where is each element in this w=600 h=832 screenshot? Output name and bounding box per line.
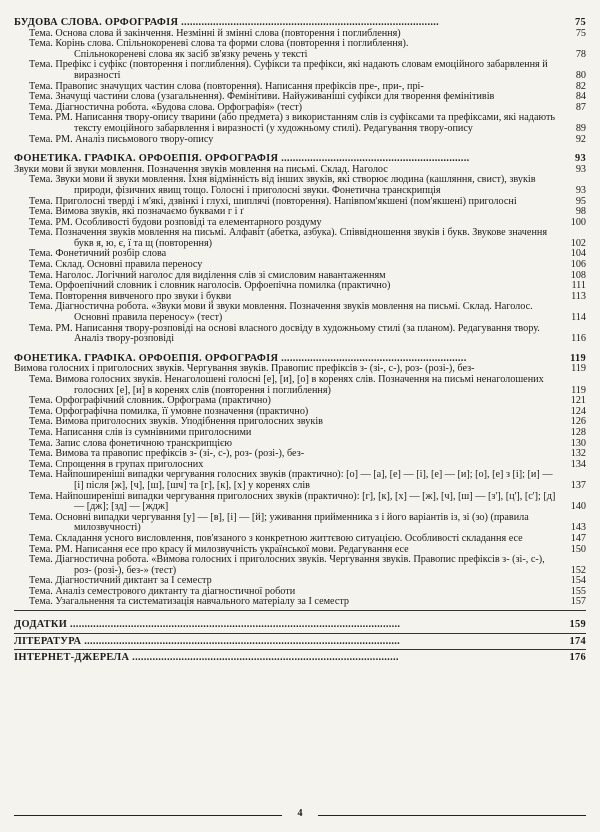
entry-title: Корінь слова. Спільнокореневі слова та форми слова (повторення і поглиблення). bbox=[55, 38, 409, 50]
entry-page-number: 140 bbox=[570, 501, 586, 513]
entry-title: Приголосні тверді і м'які, дзвінкі і глухі, шиплячі (повторення). Напівпом'якшені (пом'якшені) приголосні bbox=[55, 195, 517, 207]
entry-title: Найпоширеніші випадки чергування голосних звуків (практично): [о] — [а], [е] — [і], [е] — [и]; [о], [е] з [і]; [и] — [і] після [ж], [ч], [ш], [шч] та [г], [к], [х] у коренях слів bbox=[55, 469, 553, 491]
entry-title: РМ. Особливості будови розповіді та елементарного роздуму bbox=[55, 216, 322, 228]
entry-page-number: 80 bbox=[575, 69, 586, 81]
entry-label: Тема. bbox=[29, 174, 53, 186]
entry-label: Тема. bbox=[29, 458, 53, 470]
table-of-contents bbox=[14, 18, 586, 664]
entry-title: Вимова голосних і приголосних звуків. Чергування звуків. Правопис префіксів з- (зі-, с-), роз- (розі-), без- bbox=[14, 363, 475, 375]
entry-title: Правопис значущих частин слова (повторення). Написання префіксів пре-, при-, прі- bbox=[55, 80, 424, 92]
toc-entry[interactable] bbox=[14, 470, 586, 491]
entry-label: Тема. bbox=[29, 27, 53, 39]
entry-page-number: 150 bbox=[570, 543, 586, 555]
entry-title: РМ. Написання твору-розповіді на основі власного досвіду в художньому стилі (за планом). Редагування твору. Аналіз твору-розповіді bbox=[55, 322, 540, 345]
entry-title: Звуки мови й звуки мовлення. Їхня відмінність від інших звуків, які створює людина (кашляння, свист), звуків природи, фізичних явищ тощо. Голосні і приголосні звуки. Фонетична транскрипція bbox=[55, 174, 536, 196]
entry-label: Тема. bbox=[29, 80, 53, 92]
entry-title: РМ. Написання есе про красу й милозвучність української мови. Редагування есе bbox=[55, 543, 409, 555]
toc-entry[interactable] bbox=[14, 135, 586, 146]
entry-page-number: 82 bbox=[575, 80, 586, 92]
entry-label: Тема. bbox=[29, 269, 53, 281]
entry-label: Тема. bbox=[29, 133, 53, 145]
section-divider bbox=[14, 610, 586, 611]
entry-page-number: 119 bbox=[570, 352, 586, 364]
entry-label: Тема. bbox=[29, 416, 53, 428]
entry-page-number: 102 bbox=[570, 237, 586, 249]
entry-label: Тема. bbox=[29, 532, 53, 544]
entry-title: Вимова голосних звуків. Ненаголошені голосні [е], [и], [о] в коренях слів. Позначення на письмі ненаголошених голосних [е], [и] в коренях слів (повторення і поглиблення) bbox=[55, 374, 544, 396]
page-number: 4 bbox=[297, 808, 303, 819]
entry-page-number: 130 bbox=[570, 437, 586, 449]
toc-entry[interactable] bbox=[14, 175, 586, 196]
entry-label: Тема. bbox=[29, 259, 53, 271]
entry-title: Вимова звуків, які позначаємо буквами г і ґ bbox=[55, 206, 244, 218]
entry-label: Тема. bbox=[29, 301, 53, 313]
entry-title: ФОНЕТИКА. ГРАФІКА. ОРФОЕПІЯ. ОРФОГРАФІЯ ................................................................ bbox=[14, 352, 467, 364]
toc-entry[interactable] bbox=[14, 324, 586, 345]
section-divider bbox=[14, 649, 586, 650]
entry-page-number: 143 bbox=[570, 522, 586, 534]
entry-page-number: 108 bbox=[570, 269, 586, 281]
entry-title: Звуки мови й звуки мовлення. Позначення звуків мовлення на письмі. Склад. Наголос bbox=[14, 163, 388, 175]
entry-label: Тема. bbox=[29, 543, 53, 555]
toc-entry[interactable] bbox=[14, 513, 586, 534]
entry-page-number: 155 bbox=[570, 585, 586, 597]
page-footer bbox=[14, 808, 586, 822]
entry-title: Узагальнення та систематизація навчального матеріалу за І семестр bbox=[55, 596, 350, 608]
entry-title: Діагностичний диктант за І семестр bbox=[55, 575, 212, 587]
entry-title: Орфоепічний словник і словник наголосів. Орфоепічна помилка (практично) bbox=[55, 280, 391, 292]
entry-page-number: 106 bbox=[570, 259, 586, 271]
entry-label: Тема. bbox=[29, 554, 53, 566]
entry-label: Тема. bbox=[29, 490, 53, 502]
entry-title: Основа слова й закінчення. Незмінні й змінні слова (повторення і поглиблення) bbox=[55, 27, 401, 39]
entry-label: Тема. bbox=[29, 91, 53, 103]
entry-title: ФОНЕТИКА. ГРАФІКА. ОРФОЕПІЯ. ОРФОГРАФІЯ ................................................................. bbox=[14, 153, 470, 165]
entry-title: Орфографічний словник. Орфограма (практично) bbox=[55, 395, 271, 407]
entry-title: Складання усного висловлення, пов'язаного з конкретною життєвою ситуацією. Особливості складання есе bbox=[55, 532, 523, 544]
toc-entry[interactable] bbox=[14, 302, 586, 323]
entry-page-number: 119 bbox=[571, 363, 586, 375]
entry-label: Тема. bbox=[29, 448, 53, 460]
footer-rule-right bbox=[318, 815, 586, 816]
entry-label: Тема. bbox=[29, 374, 53, 385]
entry-label: Тема. bbox=[29, 227, 53, 239]
entry-title: РМ. Аналіз письмового твору-опису bbox=[55, 133, 214, 145]
toc-section-heading[interactable] bbox=[14, 620, 586, 631]
entry-page-number: 87 bbox=[575, 101, 586, 113]
toc-entry[interactable] bbox=[14, 228, 586, 249]
entry-title: Основні випадки чергування [у] — [в], [і] — [й]; уживання прийменника з і його варіантів із, зі (зо) (правила милозвучності) bbox=[55, 511, 529, 534]
entry-title: Найпоширеніші випадки чергування приголосних звуків (практично): [г], [к], [х] — [ж], [ч], [ш] — [з'], [ц'], [с']; [д] — [дж]; [зд] — [ждж] bbox=[55, 490, 556, 513]
entry-title: Написання слів із сумнівними приголосними bbox=[55, 426, 252, 438]
entry-title: Запис слова фонетичною транскрипцією bbox=[55, 437, 233, 449]
entry-page-number: 93 bbox=[575, 153, 586, 165]
entry-page-number: 126 bbox=[570, 416, 586, 428]
entry-page-number: 98 bbox=[575, 206, 586, 218]
entry-page-number: 121 bbox=[570, 395, 586, 407]
entry-page-number: 152 bbox=[570, 564, 586, 576]
entry-label: Тема. bbox=[29, 195, 53, 207]
entry-page-number: 176 bbox=[569, 652, 586, 664]
entry-page-number: 93 bbox=[575, 184, 586, 196]
entry-title: Наголос. Логічний наголос для виділення слів зі смисловим навантаженням bbox=[55, 269, 386, 281]
entry-label: Тема. bbox=[29, 206, 53, 218]
toc-entry[interactable] bbox=[14, 597, 586, 608]
entry-page-number: 159 bbox=[569, 619, 586, 631]
entry-title: Повторення вивченого про звуки і букви bbox=[55, 290, 232, 302]
entry-label: Тема. bbox=[29, 322, 53, 334]
entry-label: Тема. bbox=[29, 59, 53, 71]
entry-label: Тема. bbox=[29, 469, 53, 481]
entry-page-number: 154 bbox=[570, 575, 586, 587]
entry-title: Позначення звуків мовлення на письмі. Алфавіт (абетка, азбука). Співвідношення звуків і букв. Звукове значення букв я, ю, є, ї та щ (повторення) bbox=[55, 227, 548, 249]
entry-title: Склад. Основні правила переносу bbox=[55, 259, 203, 271]
entry-page-number: 147 bbox=[570, 532, 586, 544]
entry-label: Тема. bbox=[29, 405, 53, 417]
entry-title: Орфографічна помилка, її умовне позначення (практично) bbox=[55, 405, 309, 417]
toc-entry[interactable] bbox=[14, 492, 586, 513]
entry-title: Аналіз семестрового диктанту та діагностичної роботи bbox=[55, 585, 296, 597]
toc-section-heading[interactable] bbox=[14, 637, 586, 648]
entry-page-number: 114 bbox=[571, 312, 586, 324]
entry-page-number: 174 bbox=[569, 635, 586, 647]
toc-section-heading[interactable] bbox=[14, 653, 586, 664]
entry-page-number: 128 bbox=[570, 426, 586, 438]
toc-entry[interactable] bbox=[14, 113, 586, 134]
entry-page-number: 75 bbox=[575, 27, 586, 39]
entry-label: Тема. bbox=[29, 511, 53, 523]
entry-label: Тема. bbox=[29, 290, 53, 302]
entry-page-number: 100 bbox=[570, 216, 586, 228]
entry-page-number: 124 bbox=[570, 405, 586, 417]
entry-title: ІНТЕРНЕТ-ДЖЕРЕЛА ............................................................................................ bbox=[14, 652, 399, 664]
entry-label: Тема. bbox=[29, 38, 53, 50]
entry-title: ЛІТЕРАТУРА ............................................................................................................. bbox=[14, 635, 401, 647]
entry-title: Вимова та правопис префіксів з- (зі-, с-), роз- (розі-), без- bbox=[55, 448, 305, 460]
entry-label: Тема. bbox=[29, 575, 53, 587]
entry-title: Значущі частини слова (узагальнення). Фемінітиви. Найуживаніші суфікси для творення фемінітивів bbox=[55, 91, 495, 103]
entry-label: Тема. bbox=[29, 101, 53, 113]
toc-entry[interactable] bbox=[14, 555, 586, 576]
entry-page-number: 119 bbox=[571, 384, 586, 396]
entry-title: Діагностична робота. «Будова слова. Орфографія» (тест) bbox=[55, 101, 303, 113]
entry-page-number: 95 bbox=[575, 195, 586, 207]
entry-page-number: 75 bbox=[575, 17, 586, 28]
section-divider bbox=[14, 633, 586, 634]
entry-page-number: 78 bbox=[575, 48, 586, 60]
entry-page-number: 132 bbox=[570, 448, 586, 460]
entry-label: Тема. bbox=[29, 280, 53, 292]
entry-title: Спрощення в групах приголосних bbox=[55, 458, 204, 470]
entry-page-number: 111 bbox=[571, 280, 586, 292]
entry-title: Діагностична робота. «Вимова голосних і приголосних звуків. Чергування звуків. Правопис префіксів з- (зі-, с-), роз- (розі-), без-» (тест) bbox=[55, 554, 545, 576]
entry-label: Тема. bbox=[29, 216, 53, 228]
toc-entry[interactable] bbox=[14, 60, 586, 81]
entry-title: Префікс і суфікс (повторення і поглиблення). Суфікси та префікси, які надають словам емоційного забарвлення й виразності bbox=[55, 59, 548, 81]
entry-label: Тема. bbox=[29, 426, 53, 438]
entry-label: Тема. bbox=[29, 596, 53, 608]
entry-page-number: 93 bbox=[575, 163, 586, 175]
entry-label: Тема. bbox=[29, 112, 53, 124]
entry-page-number: 113 bbox=[571, 290, 586, 302]
entry-page-number: 116 bbox=[571, 333, 586, 345]
entry-page-number: 134 bbox=[570, 458, 586, 470]
entry-label: Тема. bbox=[29, 248, 53, 260]
entry-title: БУДОВА СЛОВА. ОРФОГРАФІЯ ......................................................................................... bbox=[14, 17, 440, 28]
entry-page-number: 104 bbox=[570, 248, 586, 260]
entry-title: Вимова приголосних звуків. Уподібнення приголосних звуків bbox=[55, 416, 323, 428]
entry-page-number: 92 bbox=[575, 133, 586, 145]
entry-page-number: 89 bbox=[575, 122, 586, 134]
entry-title: ДОДАТКИ .................................................................................................................. bbox=[14, 619, 401, 631]
entry-label: Тема. bbox=[29, 585, 53, 597]
entry-page-number: 137 bbox=[570, 479, 586, 491]
toc-entry[interactable] bbox=[14, 375, 586, 396]
entry-page-number: 157 bbox=[570, 596, 586, 608]
entry-label: Тема. bbox=[29, 437, 53, 449]
entry-title: Фонетичний розбір слова bbox=[55, 248, 167, 260]
entry-title: Діагностична робота. «Звуки мови й звуки мовлення. Позначення звуків мовлення на письмі. Склад. Наголос. Основні правила переносу» (тест) bbox=[55, 301, 533, 324]
entry-label: Тема. bbox=[29, 395, 53, 407]
entry-title: РМ. Написання твору-опису тварини (або предмета) з використанням слів із суфіксами та префіксами, які надають тексту емоційного забарвлення і виразності (у художньому стилі). Редагування твору-опису bbox=[55, 112, 556, 134]
entry-page-number: 84 bbox=[575, 91, 586, 103]
entry-title: Спільнокореневі слова як засіб зв'язку речень у тексті bbox=[74, 48, 308, 60]
